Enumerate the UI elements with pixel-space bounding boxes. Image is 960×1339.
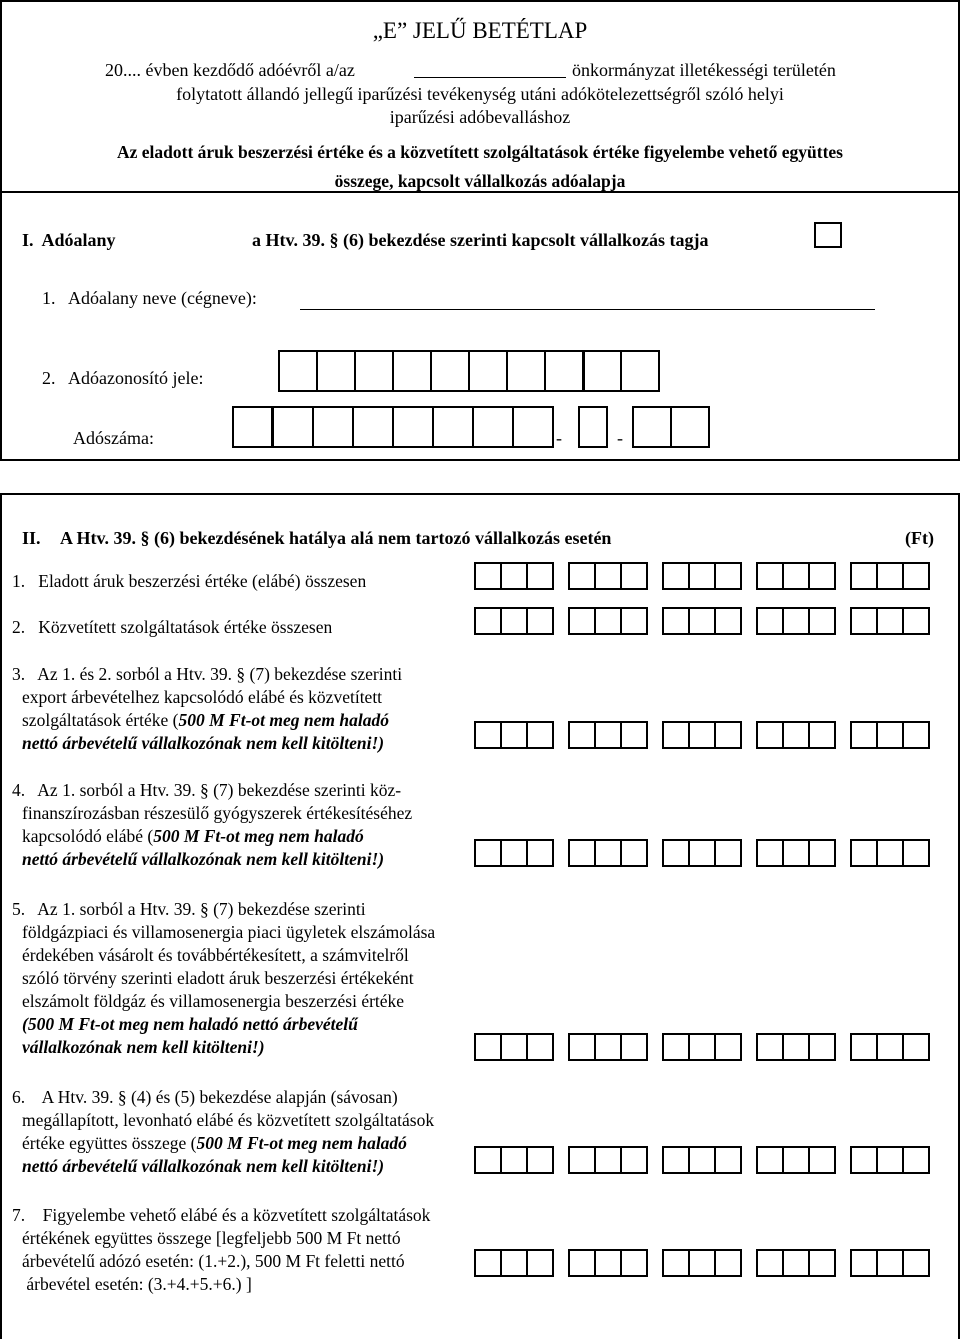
digit-box[interactable] bbox=[474, 721, 502, 749]
digit-box[interactable] bbox=[662, 1146, 690, 1174]
digit-box[interactable] bbox=[594, 839, 622, 867]
row3-text: 3. Az 1. és 2. sorból a Htv. 39. § (7) bekezdése szerinti export árbevételhez kapcsolódó elábé és közvetített szolgáltatások értéke (500 M Ft-ot meg nem haladó nettó árbevételű vállalkozónak nem kell kitölteni!) bbox=[12, 664, 403, 753]
header-line1a: 20.... évben kezdődő adóévről a/az bbox=[105, 60, 355, 80]
row1-label: 1. Eladott áruk beszerzési értéke (elábé) összesen bbox=[12, 571, 367, 591]
digit-box[interactable] bbox=[474, 562, 502, 590]
digit-box[interactable] bbox=[850, 721, 878, 749]
digit-box[interactable] bbox=[688, 607, 716, 635]
digit-box[interactable] bbox=[688, 721, 716, 749]
digit-group[interactable] bbox=[756, 1033, 834, 1061]
digit-box[interactable] bbox=[474, 1146, 502, 1174]
digit-group[interactable] bbox=[756, 1146, 834, 1174]
digit-box[interactable] bbox=[876, 1146, 904, 1174]
digit-box[interactable] bbox=[500, 839, 528, 867]
digit-box[interactable] bbox=[808, 839, 836, 867]
digit-group[interactable] bbox=[662, 562, 740, 590]
digit-box[interactable] bbox=[662, 607, 690, 635]
digit-group[interactable] bbox=[474, 721, 552, 749]
digit-box[interactable] bbox=[876, 562, 904, 590]
digit-group[interactable] bbox=[662, 1033, 740, 1061]
digit-box[interactable] bbox=[620, 562, 648, 590]
row4-text: 4. Az 1. sorból a Htv. 39. § (7) bekezdése szerinti köz- finanszírozásban részesülő gyógyszerek értékesítéséhez kapcsolódó elábé (500 M Ft-ot meg nem haladó nettó árbevételű vállalkozónak nem kell kitölteni!) bbox=[12, 780, 413, 869]
digit-group[interactable] bbox=[850, 839, 928, 867]
digit-box[interactable] bbox=[526, 839, 554, 867]
digit-group[interactable] bbox=[850, 721, 928, 749]
tax-number-box-b[interactable] bbox=[578, 406, 606, 448]
digit-group[interactable] bbox=[568, 721, 646, 749]
digit-box[interactable] bbox=[568, 607, 596, 635]
digit-group[interactable] bbox=[850, 607, 928, 635]
digit-group[interactable] bbox=[756, 1249, 834, 1277]
taxpayer-name-field[interactable] bbox=[300, 309, 875, 310]
header-line3: iparűzési adóbevalláshoz bbox=[389, 107, 571, 127]
digit-box[interactable] bbox=[688, 562, 716, 590]
header-line1b: önkormányzat illetékességi területén bbox=[572, 60, 836, 80]
digit-box[interactable] bbox=[688, 839, 716, 867]
digit-group[interactable] bbox=[850, 1033, 928, 1061]
digit-group[interactable] bbox=[568, 607, 646, 635]
page-title: „E” JELŰ BETÉTLAP bbox=[372, 18, 588, 43]
digit-box[interactable] bbox=[662, 562, 690, 590]
digit-group[interactable] bbox=[568, 562, 646, 590]
digit-box[interactable] bbox=[902, 1249, 930, 1277]
digit-group[interactable] bbox=[568, 839, 646, 867]
digit-box[interactable] bbox=[500, 1249, 528, 1277]
digit-group[interactable] bbox=[850, 562, 928, 590]
digit-group[interactable] bbox=[474, 1146, 552, 1174]
digit-box[interactable] bbox=[902, 1033, 930, 1061]
digit-box[interactable] bbox=[876, 607, 904, 635]
tax-id-label: 2. Adóazonosító jele: bbox=[42, 368, 204, 388]
digit-group[interactable] bbox=[474, 607, 552, 635]
digit-box[interactable] bbox=[620, 607, 648, 635]
digit-group[interactable] bbox=[850, 1146, 928, 1174]
digit-box[interactable] bbox=[714, 562, 742, 590]
digit-box[interactable] bbox=[756, 562, 784, 590]
digit-box[interactable] bbox=[808, 1146, 836, 1174]
digit-box[interactable] bbox=[568, 562, 596, 590]
digit-box[interactable] bbox=[808, 1249, 836, 1277]
digit-box[interactable] bbox=[902, 607, 930, 635]
tax-id-boxes[interactable] bbox=[278, 350, 658, 392]
digit-box[interactable] bbox=[876, 1033, 904, 1061]
digit-group[interactable] bbox=[568, 1249, 646, 1277]
digit-box[interactable] bbox=[850, 562, 878, 590]
digit-group[interactable] bbox=[474, 1249, 552, 1277]
digit-box[interactable] bbox=[500, 721, 528, 749]
digit-box[interactable] bbox=[902, 721, 930, 749]
digit-box[interactable] bbox=[808, 607, 836, 635]
row6-text: 6. A Htv. 39. § (4) és (5) bekezdése alapján (sávosan) megállapított, levonható elábé és közvetített szolgáltatások értéke együttes összege (500 M Ft-ot meg nem haladó nettó árbevételű vállalkozónak nem kell kitölteni!) bbox=[12, 1087, 435, 1176]
digit-box[interactable] bbox=[782, 562, 810, 590]
digit-box[interactable] bbox=[808, 1033, 836, 1061]
digit-box[interactable] bbox=[500, 607, 528, 635]
section2-number: II. bbox=[22, 528, 41, 548]
digit-group[interactable] bbox=[850, 1249, 928, 1277]
digit-box[interactable] bbox=[714, 721, 742, 749]
digit-box[interactable] bbox=[594, 1033, 622, 1061]
tax-number-boxes-c[interactable] bbox=[632, 406, 708, 448]
digit-box[interactable] bbox=[568, 1033, 596, 1061]
digit-group[interactable] bbox=[756, 607, 834, 635]
digit-box[interactable] bbox=[500, 1033, 528, 1061]
digit-box[interactable] bbox=[526, 1249, 554, 1277]
tax-number-label: Adószáma: bbox=[73, 428, 154, 448]
digit-box[interactable] bbox=[620, 721, 648, 749]
digit-box[interactable] bbox=[568, 1249, 596, 1277]
digit-box[interactable] bbox=[474, 1033, 502, 1061]
header-line2: folytatott állandó jellegű iparűzési tevékenység utáni adókötelezettségről szóló helyi bbox=[176, 84, 784, 104]
digit-box[interactable] bbox=[474, 1249, 502, 1277]
digit-box[interactable] bbox=[620, 1033, 648, 1061]
digit-box[interactable] bbox=[756, 1146, 784, 1174]
digit-box[interactable] bbox=[688, 1033, 716, 1061]
digit-group[interactable] bbox=[568, 1146, 646, 1174]
digit-box[interactable] bbox=[474, 607, 502, 635]
digit-box[interactable] bbox=[782, 839, 810, 867]
digit-box[interactable] bbox=[808, 721, 836, 749]
tax-number-boxes-a[interactable] bbox=[232, 406, 552, 448]
digit-box[interactable] bbox=[902, 1146, 930, 1174]
digit-box[interactable] bbox=[662, 1249, 690, 1277]
digit-group[interactable] bbox=[474, 562, 552, 590]
digit-box[interactable] bbox=[714, 1249, 742, 1277]
unit-label: (Ft) bbox=[905, 528, 934, 548]
digit-box[interactable] bbox=[526, 1146, 554, 1174]
digit-box[interactable] bbox=[756, 1033, 784, 1061]
section2-heading: A Htv. 39. § (6) bekezdésének hatálya alá nem tartozó vállalkozás esetén bbox=[60, 528, 612, 548]
digit-box[interactable] bbox=[782, 721, 810, 749]
digit-box[interactable] bbox=[662, 721, 690, 749]
digit-box[interactable] bbox=[620, 1249, 648, 1277]
digit-box[interactable] bbox=[620, 839, 648, 867]
digit-box[interactable] bbox=[902, 839, 930, 867]
digit-box[interactable] bbox=[876, 1249, 904, 1277]
digit-box[interactable] bbox=[850, 1146, 878, 1174]
digit-box[interactable] bbox=[756, 721, 784, 749]
digit-box[interactable] bbox=[850, 1033, 878, 1061]
digit-group[interactable] bbox=[662, 721, 740, 749]
digit-box[interactable] bbox=[782, 607, 810, 635]
digit-box[interactable] bbox=[714, 839, 742, 867]
digit-group[interactable] bbox=[474, 1033, 552, 1061]
digit-group[interactable] bbox=[662, 607, 740, 635]
digit-box[interactable] bbox=[756, 1249, 784, 1277]
digit-box[interactable] bbox=[850, 607, 878, 635]
digit-box[interactable] bbox=[500, 562, 528, 590]
digit-box[interactable] bbox=[876, 839, 904, 867]
digit-box[interactable] bbox=[850, 839, 878, 867]
row5-text: 5. Az 1. sorból a Htv. 39. § (7) bekezdése szerinti földgázpiaci és villamosenergia piaci ügyletek elszámolása érdekében vásárolt és továbbértékesített, a számvitelről szóló törvény szerinti eladott áruk beszerzési értékeként elszámolt földgáz és villamosenergia beszerzési értéke (500 M Ft-ot meg nem haladó nettó árbevételű vállalkozónak nem kell kitölteni!) bbox=[12, 899, 436, 1057]
digit-box[interactable] bbox=[902, 562, 930, 590]
digit-group[interactable] bbox=[662, 1249, 740, 1277]
digit-box[interactable] bbox=[568, 721, 596, 749]
digit-group[interactable] bbox=[662, 839, 740, 867]
digit-box[interactable] bbox=[620, 1146, 648, 1174]
digit-box[interactable] bbox=[594, 1146, 622, 1174]
digit-box[interactable] bbox=[594, 1249, 622, 1277]
digit-box[interactable] bbox=[594, 721, 622, 749]
digit-box[interactable] bbox=[782, 1146, 810, 1174]
header-bold1: Az eladott áruk beszerzési értéke és a közvetített szolgáltatások értéke figyelembe vehető együttes bbox=[116, 142, 843, 162]
digit-box[interactable] bbox=[808, 562, 836, 590]
digit-box[interactable] bbox=[568, 1146, 596, 1174]
digit-box[interactable] bbox=[526, 721, 554, 749]
tax-number-dash-2: - bbox=[617, 428, 623, 448]
digit-box[interactable] bbox=[714, 607, 742, 635]
digit-group[interactable] bbox=[756, 839, 834, 867]
digit-box[interactable] bbox=[782, 1033, 810, 1061]
digit-box[interactable] bbox=[594, 607, 622, 635]
taxpayer-name-label: 1. Adóalany neve (cégneve): bbox=[42, 288, 257, 308]
digit-box[interactable] bbox=[500, 1146, 528, 1174]
digit-box[interactable] bbox=[714, 1033, 742, 1061]
digit-box[interactable] bbox=[526, 1033, 554, 1061]
digit-box[interactable] bbox=[714, 1146, 742, 1174]
digit-box[interactable] bbox=[756, 607, 784, 635]
tax-number-dash-1: - bbox=[556, 428, 562, 448]
digit-group[interactable] bbox=[474, 839, 552, 867]
digit-box[interactable] bbox=[526, 607, 554, 635]
digit-box[interactable] bbox=[876, 721, 904, 749]
digit-box[interactable] bbox=[662, 839, 690, 867]
digit-box[interactable] bbox=[756, 839, 784, 867]
digit-group[interactable] bbox=[662, 1146, 740, 1174]
header-bold2: összege, kapcsolt vállalkozás adóalapja bbox=[334, 171, 626, 191]
digit-box[interactable] bbox=[662, 1033, 690, 1061]
municipality-blank[interactable] bbox=[414, 77, 566, 78]
digit-box[interactable] bbox=[850, 1249, 878, 1277]
related-company-checkbox[interactable] bbox=[814, 222, 842, 248]
section1-heading: I. Adóalany bbox=[22, 230, 116, 250]
digit-group[interactable] bbox=[756, 562, 834, 590]
digit-box[interactable] bbox=[688, 1249, 716, 1277]
section1-heading-right: a Htv. 39. § (6) bekezdése szerinti kapcsolt vállalkozás tagja bbox=[252, 230, 709, 250]
digit-box[interactable] bbox=[526, 562, 554, 590]
digit-box[interactable] bbox=[782, 1249, 810, 1277]
digit-box[interactable] bbox=[474, 839, 502, 867]
digit-box[interactable] bbox=[688, 1146, 716, 1174]
digit-box[interactable] bbox=[568, 839, 596, 867]
row2-label: 2. Közvetített szolgáltatások értéke összesen bbox=[12, 617, 333, 637]
digit-group[interactable] bbox=[756, 721, 834, 749]
digit-group[interactable] bbox=[568, 1033, 646, 1061]
row7-text: 7. Figyelembe vehető elábé és a közvetített szolgáltatások értékének együttes összege [legfeljebb 500 M Ft nettó árbevételű adózó esetén: (1.+2.), 500 M Ft feletti nettó árbevétel esetén: (3.+4.+5.+6.) ] bbox=[12, 1205, 431, 1294]
digit-box[interactable] bbox=[594, 562, 622, 590]
